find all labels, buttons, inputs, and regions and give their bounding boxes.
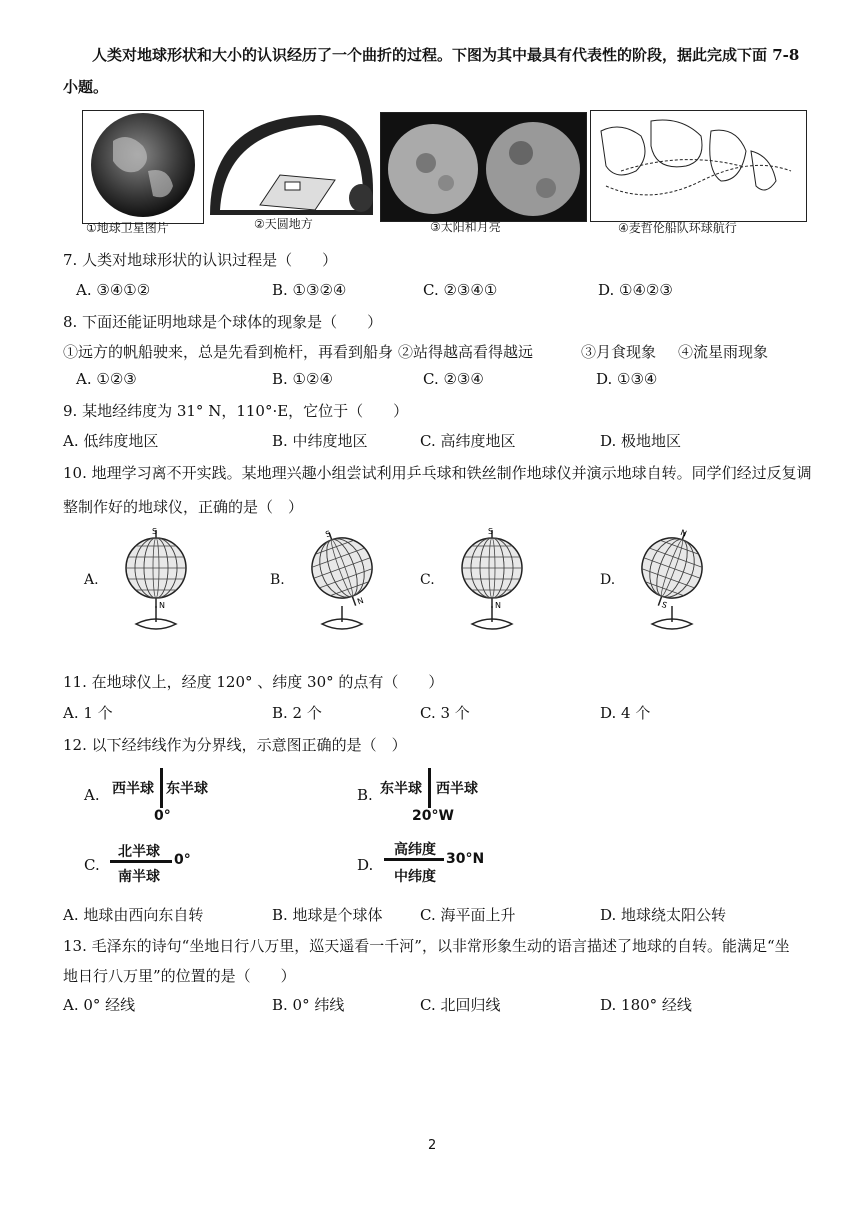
q7-stem: 7. 人类对地球形状的认识过程是（ ） [63, 251, 338, 269]
q9-option-c: C. 高纬度地区 [420, 432, 516, 450]
q11-stem: 11. 在地球仪上，经度 120° 、纬度 30° 的点有（ ） [63, 673, 444, 691]
q10-globe-option [420, 526, 550, 636]
q9-option-b: B. 中纬度地区 [272, 432, 368, 450]
globe-pole-top-label: N [679, 528, 688, 539]
q12-diagram-b-bottom: 20°W [412, 808, 454, 824]
caption-dome: ②天圆地方 [254, 217, 313, 231]
q12-diagram-b-left: 东半球 [380, 781, 422, 797]
globe-pole-top-label: S [324, 529, 333, 540]
caption-sun-moon: ③太阳和月亮 [430, 220, 501, 234]
q11-option-c: C. 3 个 [420, 704, 470, 722]
q8-statement-3: ③月食现象 [581, 343, 657, 361]
caption-world-map: ④麦哲伦船队环球航行 [618, 221, 737, 235]
globe-pole-bottom-label: N [495, 601, 501, 610]
q12-diagram-b-divider [428, 768, 431, 808]
q8-stem: 8. 下面还能证明地球是个球体的现象是（ ） [63, 313, 383, 331]
q8-statement-1: ①远方的帆船驶来，总是先看到桅杆，再看到船身 [63, 343, 394, 361]
sun-moon-image [380, 112, 587, 222]
intro-line-1: 人类对地球形状和大小的认识经历了一个曲折的过程。下图为其中最具有代表性的阶段，据此完成下面 7-8 [92, 46, 800, 64]
q10-globe-label: A. [84, 572, 99, 588]
q12-option-a: A. 地球由西向东自转 [63, 906, 204, 924]
q10-globe-label: C. [420, 572, 435, 588]
q12-option-d: D. 地球绕太阳公转 [600, 906, 727, 924]
intro-line-2: 小题。 [63, 78, 109, 96]
q12-option-c: C. 海平面上升 [420, 906, 516, 924]
globe-icon [106, 526, 216, 636]
q9-option-d: D. 极地地区 [600, 432, 682, 450]
q8-option-d: D. ①③④ [596, 370, 658, 388]
globe-icon [622, 526, 732, 636]
caption-earth-photo: ①地球卫星图片 [86, 221, 169, 235]
q9-option-a: A. 低纬度地区 [63, 432, 159, 450]
q12-diagram-d-right: 30°N [446, 851, 485, 867]
q10-globe-label: B. [270, 572, 285, 588]
q12-stem: 12. 以下经纬线作为分界线，示意图正确的是（ ） [63, 736, 407, 754]
globe-pole-top-label: S [152, 527, 158, 536]
q13-option-a: A. 0° 经线 [63, 996, 136, 1014]
q12-diagram-c-bottom: 南半球 [118, 869, 160, 885]
page-number: 2 [428, 1138, 437, 1153]
q13-option-c: C. 北回归线 [420, 996, 501, 1014]
q12-diagram-d-top: 高纬度 [394, 842, 436, 858]
world-route-map-image [590, 110, 807, 222]
q12-diagram-a-left: 西半球 [112, 781, 154, 797]
q12-diagram-a-label: A. [84, 786, 100, 804]
globe-pole-bottom-label: N [356, 595, 365, 607]
q12-diagram-b-right: 西半球 [436, 781, 478, 797]
q12-diagram-d-bottom: 中纬度 [394, 869, 436, 885]
dome-sky-diagram-image [205, 110, 375, 218]
q13-stem-line-2: 地日行八万里”的位置的是（ ） [63, 967, 296, 985]
q13-option-b: B. 0° 纬线 [272, 996, 345, 1014]
q12-diagram-c-divider [110, 860, 172, 863]
q7-option-a: A. ③④①② [76, 281, 151, 299]
q8-option-a: A. ①②③ [76, 370, 137, 388]
q7-option-c: C. ②③④① [423, 281, 498, 299]
q12-diagram-d-label: D. [357, 856, 374, 874]
q12-diagram-a-bottom: 0° [154, 808, 171, 824]
globe-pole-bottom-label: N [159, 601, 165, 610]
q9-stem: 9. 某地经纬度为 31° N，110°·E，它位于（ ） [63, 402, 409, 420]
q10-globe-label: D. [600, 572, 616, 588]
earth-photo-image [82, 110, 204, 224]
globe-pole-bottom-label: S [660, 600, 669, 611]
q11-option-a: A. 1 个 [63, 704, 113, 722]
q8-option-b: B. ①②④ [272, 370, 333, 388]
q10-globe-option [84, 526, 214, 636]
q12-option-b: B. 地球是个球体 [272, 906, 383, 924]
q7-option-d: D. ①④②③ [598, 281, 673, 299]
q13-option-d: D. 180° 经线 [600, 996, 692, 1014]
q12-diagram-a-divider [160, 768, 163, 808]
q12-diagram-d-divider [384, 858, 444, 861]
q8-option-c: C. ②③④ [423, 370, 484, 388]
globe-icon [442, 526, 552, 636]
q13-stem-line-1: 13. 毛泽东的诗句“坐地日行八万里，巡天遥看一千河”，以非常形象生动的语言描述了地球的自转。能满足“坐 [63, 937, 790, 955]
q11-option-d: D. 4 个 [600, 704, 651, 722]
q12-diagram-b-label: B. [357, 786, 373, 804]
q10-globe-option [600, 526, 730, 636]
q10-globe-option [270, 526, 400, 636]
q12-diagram-c-top: 北半球 [118, 844, 160, 860]
q12-diagram-c-right: 0° [174, 852, 191, 868]
q7-option-b: B. ①③②④ [272, 281, 347, 299]
globe-pole-top-label: S [488, 527, 494, 536]
globe-icon [292, 526, 402, 636]
q8-statement-2: ②站得越高看得越远 [398, 343, 534, 361]
q8-statement-4: ④流星雨现象 [678, 343, 769, 361]
q12-diagram-c-label: C. [84, 856, 100, 874]
q10-stem-line-2: 整制作好的地球仪，正确的是（ ） [63, 498, 304, 516]
q12-diagram-a-right: 东半球 [166, 781, 208, 797]
q11-option-b: B. 2 个 [272, 704, 322, 722]
q10-stem-line-1: 10. 地理学习离不开实践。某地理兴趣小组尝试利用乒乓球和铁丝制作地球仪并演示地球自转。同学们经过反复调 [63, 464, 812, 482]
